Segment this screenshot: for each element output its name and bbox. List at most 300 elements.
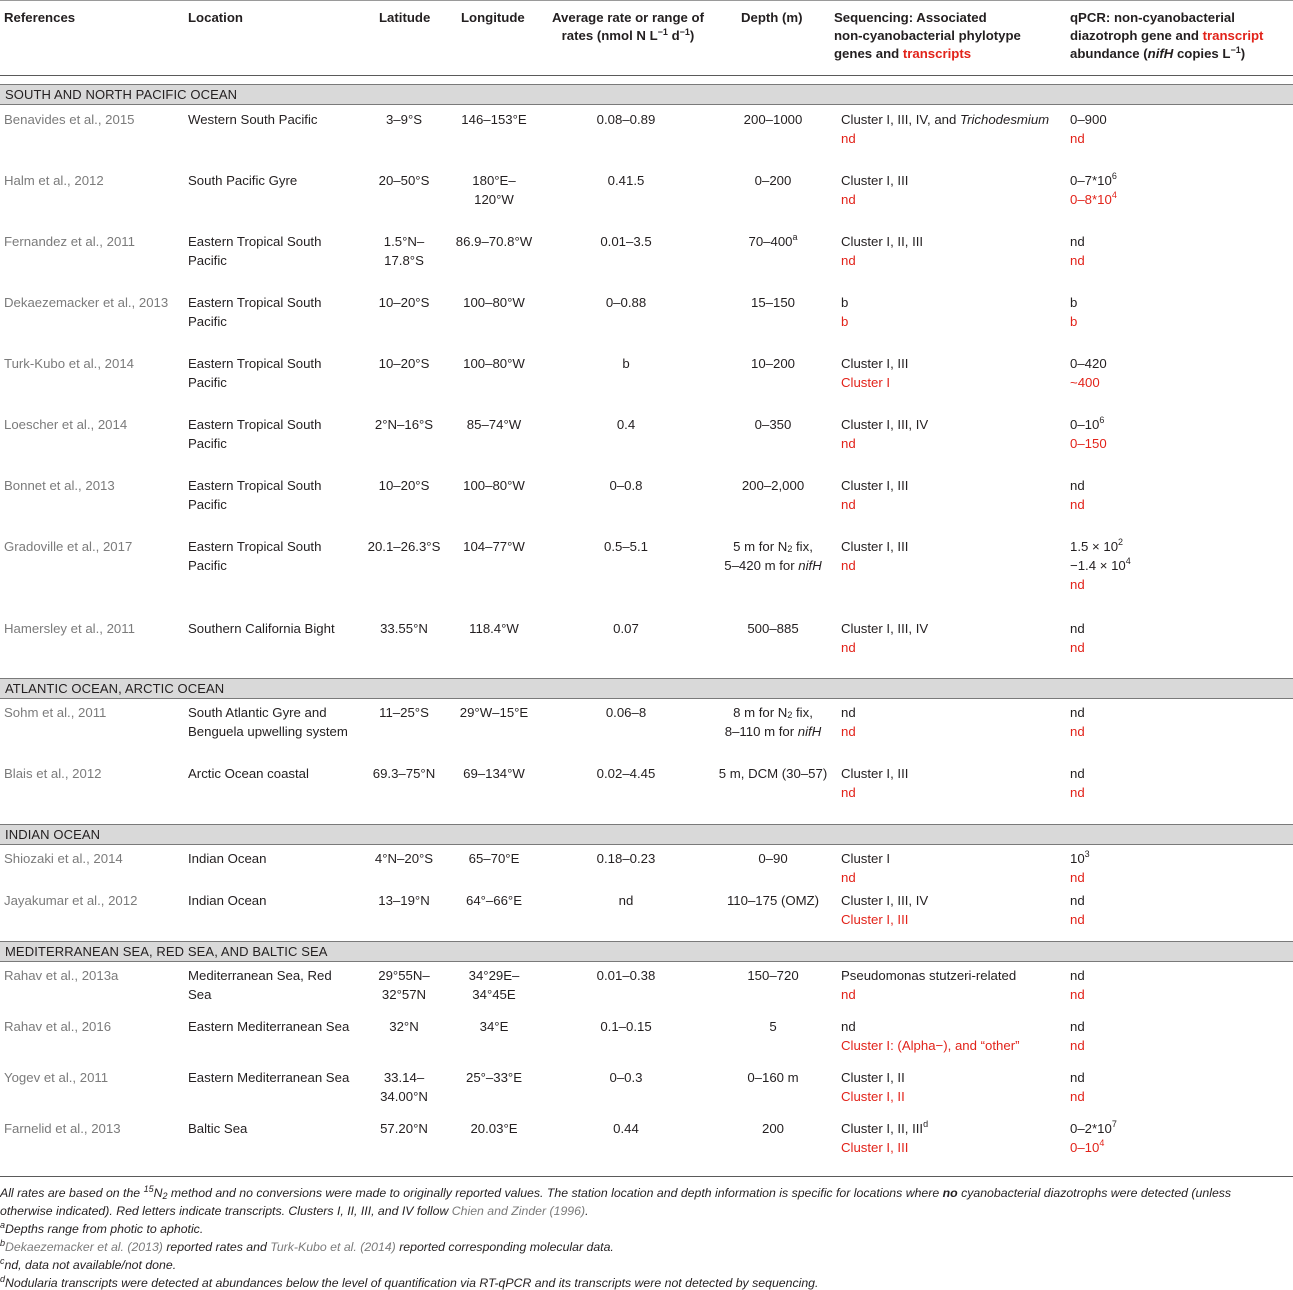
qpcr-transcript-value: nd (1070, 1089, 1085, 1104)
qpcr-transcript (1070, 575, 1290, 594)
reference-link[interactable]: Dekaezemacker et al., 2013 (4, 295, 169, 310)
footnote-c (0, 1256, 1293, 1274)
depth-cell (718, 537, 828, 575)
qpcr-transcript-value: nd (1070, 870, 1085, 885)
depth-gene: nifH (798, 558, 822, 573)
qpcr-gene-value: 0–2*10 (1070, 1121, 1112, 1136)
location-line: Eastern Tropical South (188, 539, 322, 554)
qpcr-gene-value: nd (1070, 705, 1085, 720)
qpcr-transcript-value: nd (1070, 577, 1085, 592)
latitude-cell (350, 703, 458, 722)
latitude-cell (350, 537, 458, 556)
qpcr-gene-value: 0–900 (1070, 112, 1107, 127)
qpcr-transcript (1070, 1087, 1290, 1106)
qpcr-exponent: 6 (1099, 415, 1105, 425)
latitude-line: 2°N–16°S (374, 417, 434, 432)
depth-cell (718, 1017, 828, 1036)
location-line: Pacific (188, 436, 227, 451)
longitude-line: 100–80°W (463, 478, 525, 493)
latitude-line: 32°57N (381, 987, 427, 1002)
qpcr-transcript-value: b (1070, 314, 1078, 329)
sequencing-gene-value: Cluster I, II (841, 1070, 905, 1085)
rate-cell: 0.01–0.38 (596, 968, 656, 983)
depth-value: 200 (761, 1121, 784, 1136)
qpcr-gene-value: nd (1070, 893, 1085, 908)
qpcr-gene-value: 0–420 (1070, 356, 1107, 371)
qpcr-exponent: 7 (1111, 1119, 1117, 1129)
rate-cell: 0–0.88 (605, 295, 647, 310)
longitude-cell (444, 619, 544, 638)
sequencing-gene-value: Cluster I, III, IV (841, 893, 929, 908)
fn-reference-link[interactable]: Turk-Kubo et al. (2014) (270, 1240, 396, 1254)
qpcr-gene-value: 1.5 × 10 (1070, 539, 1119, 554)
depth-cell (718, 703, 828, 741)
location-line: Pacific (188, 558, 227, 573)
longitude-line: 120°W (474, 192, 514, 207)
qpcr-transcript-value: nd (1070, 253, 1085, 268)
qpcr-gene-value: 10 (1070, 851, 1085, 866)
depth-value: 110–175 (OMZ) (726, 893, 820, 908)
latitude-line: 10–20°S (378, 478, 430, 493)
qpcr-gene (1070, 1017, 1290, 1036)
rate-unit-c: ) (689, 28, 695, 43)
sequencing-genes (841, 354, 1063, 373)
qpcr-transcript-value: 0–10 (1070, 1140, 1100, 1155)
location-cell (188, 619, 358, 638)
fn-reference-link[interactable]: Chien and Zinder (1996) (451, 1204, 586, 1218)
section-title: INDIAN OCEAN (5, 827, 101, 842)
sequencing-transcripts: nd (841, 436, 856, 451)
qpcr-transcript (1070, 638, 1290, 657)
latitude-cell (350, 354, 458, 373)
table-header (0, 0, 1293, 76)
depth-value: 500–885 (747, 621, 799, 636)
qpcr-exponent: 2 (1118, 537, 1124, 547)
latitude-line: 10–20°S (378, 356, 430, 371)
qpcr-gene-value: b (1070, 295, 1078, 310)
latitude-cell (350, 293, 458, 312)
depth-value: 8 m for N (733, 705, 788, 720)
sequencing-transcripts: nd (841, 987, 856, 1002)
qpcr-transcript-value: nd (1070, 912, 1085, 927)
longitude-line: 25°–33°E (465, 1070, 522, 1085)
reference-link[interactable]: Bonnet et al., 2013 (4, 478, 115, 493)
longitude-cell (444, 110, 544, 129)
qpcr-transcript-value: nd (1070, 131, 1085, 146)
location-line: Eastern Mediterranean Sea (188, 1019, 350, 1034)
longitude-line: 29°W–15°E (459, 705, 529, 720)
reference-link[interactable]: Shiozaki et al., 2014 (4, 851, 123, 866)
depth-line (718, 764, 828, 783)
rate-cell: b (622, 356, 630, 371)
longitude-cell (444, 1119, 544, 1138)
header-depth: Depth (m) (741, 10, 803, 25)
location-cell (188, 110, 358, 129)
location-cell (188, 1119, 358, 1138)
location-line: Pacific (188, 375, 227, 390)
sequencing-cell (841, 1017, 1063, 1055)
sequencing-transcripts: nd (841, 724, 856, 739)
longitude-cell (444, 537, 544, 556)
header-q-sup: −1 (1230, 45, 1241, 55)
header-location: Location (188, 10, 243, 25)
location-line: Indian Ocean (188, 851, 267, 866)
header-q-line1: qPCR: non-cyanobacterial (1070, 10, 1235, 25)
sequencing-gene-value: Cluster I, III (841, 356, 909, 371)
qpcr-transcript-value: nd (1070, 1038, 1085, 1053)
depth-line (718, 537, 828, 556)
reference-link[interactable]: Yogev et al., 2011 (4, 1070, 109, 1085)
header-q-line3 (1070, 45, 1263, 63)
qpcr-transcript-value: nd (1070, 785, 1085, 800)
location-cell (188, 1017, 358, 1036)
latitude-line: 20–50°S (378, 173, 430, 188)
longitude-line: 146–153°E (461, 112, 527, 127)
sequencing-genes (841, 171, 1063, 190)
latitude-cell (350, 476, 458, 495)
location-line: South Pacific Gyre (188, 173, 298, 188)
latitude-cell (350, 1068, 458, 1106)
sequencing-cell (841, 966, 1063, 1004)
location-line: Eastern Mediterranean Sea (188, 1070, 350, 1085)
depth-line (718, 1068, 828, 1087)
qpcr-transcript (1070, 434, 1290, 453)
location-line: Eastern Tropical South (188, 234, 322, 249)
depth-cell (718, 110, 828, 129)
rate-cell: 0.44 (613, 1121, 639, 1136)
depth-value: 8–110 m for (724, 724, 798, 739)
sequencing-cell (841, 110, 1063, 148)
latitude-line: 20.1–26.3°S (367, 539, 441, 554)
rate-cell: 0.01–3.5 (600, 234, 652, 249)
header-q-abund: abundance ( (1070, 46, 1148, 61)
sequencing-cell (841, 849, 1063, 887)
section-title: MEDITERRANEAN SEA, RED SEA, AND BALTIC SEA (5, 944, 328, 959)
location-line: South Atlantic Gyre and (188, 705, 327, 720)
latitude-line: 34.00°N (380, 1089, 428, 1104)
qpcr-cell (1070, 764, 1290, 802)
location-cell (188, 476, 358, 514)
qpcr-transcript (1070, 868, 1290, 887)
sequencing-cell (841, 232, 1063, 270)
location-line: Benguela upwelling system (188, 724, 348, 739)
qpcr-cell (1070, 1017, 1290, 1055)
reference-link[interactable]: Farnelid et al., 2013 (4, 1121, 121, 1136)
latitude-cell (350, 1119, 458, 1138)
depth-cell (718, 232, 828, 251)
depth-value: 5 m, DCM (30–57) (718, 766, 828, 781)
depth-cell (718, 1068, 828, 1087)
qpcr-transcript-value: ~400 (1070, 375, 1100, 390)
reference-link[interactable]: Rahav et al., 2016 (4, 1019, 112, 1034)
qpcr-gene (1070, 415, 1290, 434)
longitude-line: 69–134°W (463, 766, 525, 781)
sequencing-genes (841, 415, 1063, 434)
depth-value: 10–200 (750, 356, 795, 371)
qpcr-transcript-value: 0–8*10 (1070, 192, 1112, 207)
qpcr-gene (1070, 619, 1290, 638)
latitude-line: 4°N–20°S (374, 851, 434, 866)
sequencing-transcripts: nd (841, 558, 856, 573)
header-references: References (4, 10, 76, 25)
header-q-gene: diazotroph gene and (1070, 28, 1203, 43)
qpcr-transcript (1070, 251, 1290, 270)
longitude-cell (444, 891, 544, 910)
sequencing-genes (841, 891, 1063, 910)
sequencing-transcripts: Cluster I: (Alpha−), and “other” (841, 1038, 1020, 1053)
sequencing-gene-value: Pseudomonas stutzeri-related (841, 968, 1017, 983)
depth-value: 150–720 (747, 968, 799, 983)
depth-line (718, 556, 828, 575)
depth-value: 15–150 (750, 295, 795, 310)
location-line: Southern California Bight (188, 621, 335, 636)
reference-link[interactable]: Benavides et al., 2015 (4, 112, 135, 127)
depth-value: fix, (792, 705, 813, 720)
longitude-line: 34°29E– (468, 968, 520, 983)
depth-cell (718, 171, 828, 190)
depth-cell (718, 764, 828, 783)
header-latitude: Latitude (379, 10, 431, 25)
sequencing-gene-value: Cluster I (841, 851, 891, 866)
qpcr-cell (1070, 1119, 1290, 1157)
reference-link[interactable]: Blais et al., 2012 (4, 766, 102, 781)
depth-line (718, 171, 828, 190)
depth-value: 0–350 (754, 417, 792, 432)
qpcr-exponent: 3 (1084, 849, 1090, 859)
rate-cell: nd (618, 893, 634, 908)
qpcr-gene (1070, 966, 1290, 985)
sequencing-cell (841, 171, 1063, 209)
section-mediterranean (0, 941, 1293, 962)
longitude-cell (444, 764, 544, 783)
rate-unit-sup1: −1 (657, 27, 668, 37)
qpcr-transcript (1070, 190, 1290, 209)
qpcr-cell (1070, 415, 1290, 453)
sequencing-genes (841, 1119, 1063, 1138)
latitude-line: 33.55°N (380, 621, 428, 636)
sequencing-gene-value: Cluster I, III, IV (841, 417, 929, 432)
qpcr-cell (1070, 171, 1290, 209)
qpcr-transcript (1070, 910, 1290, 929)
location-cell (188, 232, 358, 270)
reference-link[interactable]: Jayakumar et al., 2012 (4, 893, 138, 908)
footnote-general-2 (0, 1202, 1293, 1220)
sequencing-cell (841, 764, 1063, 802)
sequencing-cell (841, 703, 1063, 741)
latitude-line: 69.3–75°N (372, 766, 436, 781)
qpcr-cell (1070, 619, 1290, 657)
qpcr-gene-value: nd (1070, 766, 1085, 781)
depth-footnote-mark: a (792, 232, 798, 242)
latitude-cell (350, 619, 458, 638)
sequencing-gene-value: b (841, 295, 849, 310)
location-line: Eastern Tropical South (188, 356, 322, 371)
reference-link[interactable]: Gradoville et al., 2017 (4, 539, 133, 554)
qpcr-gene-value: 0–10 (1070, 417, 1100, 432)
sequencing-genes (841, 537, 1063, 556)
location-cell (188, 764, 358, 783)
rate-cell: 0.02–4.45 (596, 766, 656, 781)
rate-cell: 0.1–0.15 (600, 1019, 652, 1034)
section-title: SOUTH AND NORTH PACIFIC OCEAN (5, 87, 238, 102)
qpcr-transcript (1070, 783, 1290, 802)
sequencing-transcripts: nd (841, 497, 856, 512)
reference-link[interactable]: Fernandez et al., 2011 (4, 234, 135, 249)
reference-link[interactable]: Halm et al., 2012 (4, 173, 104, 188)
depth-line (718, 849, 828, 868)
longitude-line: 34°45E (472, 987, 516, 1002)
depth-line (718, 232, 828, 251)
location-cell (188, 354, 358, 392)
latitude-cell (350, 891, 458, 910)
sequencing-gene-value: Cluster I, II, III (841, 1121, 924, 1136)
sequencing-transcripts: Cluster I, III (841, 1140, 909, 1155)
section-title: ATLANTIC OCEAN, ARCTIC OCEAN (5, 681, 225, 696)
qpcr-gene-value: 0–7*10 (1070, 173, 1112, 188)
sequencing-transcripts: Cluster I (841, 375, 891, 390)
latitude-cell (350, 764, 458, 783)
header-rate (546, 9, 710, 45)
qpcr-gene (1070, 293, 1290, 312)
location-line: Pacific (188, 314, 227, 329)
longitude-line: 100–80°W (463, 356, 525, 371)
fn-text: nd, data not available/not done. (4, 1258, 177, 1272)
longitude-cell (444, 1068, 544, 1087)
sequencing-genes (841, 849, 1063, 868)
header-q-close: ) (1240, 46, 1246, 61)
qpcr-gene-value: nd (1070, 1019, 1085, 1034)
location-line: Arctic Ocean coastal (188, 766, 309, 781)
sequencing-gene-value: Cluster I, III (841, 766, 909, 781)
location-line: Eastern Tropical South (188, 478, 322, 493)
depth-line (718, 619, 828, 638)
sequencing-gene-value: Cluster I, III, IV, and (841, 112, 960, 127)
location-line: Sea (188, 987, 212, 1002)
qpcr-gene (1070, 1119, 1290, 1138)
sequencing-gene-value: nd (841, 1019, 856, 1034)
sequencing-cell (841, 293, 1063, 331)
latitude-line: 10–20°S (378, 295, 430, 310)
rate-cell: 0.08–0.89 (596, 112, 656, 127)
qpcr-cell (1070, 476, 1290, 514)
sequencing-genes (841, 764, 1063, 783)
depth-cell (718, 354, 828, 373)
reference-link[interactable]: Hamersley et al., 2011 (4, 621, 135, 636)
longitude-cell (444, 1017, 544, 1036)
location-line: Mediterranean Sea, Red (188, 968, 332, 983)
sequencing-cell (841, 415, 1063, 453)
fn-mark: c (0, 1256, 5, 1266)
qpcr-cell (1070, 966, 1290, 1004)
qpcr-cell (1070, 849, 1290, 887)
depth-gene: nifH (797, 724, 822, 739)
depth-line (718, 354, 828, 373)
longitude-cell (444, 171, 544, 209)
fn-mark: b (0, 1238, 6, 1248)
latitude-line: 29°55N– (378, 968, 430, 983)
location-cell (188, 537, 358, 575)
reference-link[interactable]: Loescher et al., 2014 (4, 417, 128, 432)
header-q-nifh: nifH (1147, 46, 1174, 61)
fn-bold: no (942, 1186, 958, 1200)
sequencing-gene-value: Cluster I, III (841, 173, 909, 188)
qpcr-exponent: 4 (1111, 190, 1117, 200)
sequencing-footnote-mark: d (923, 1119, 929, 1129)
sequencing-genes (841, 1068, 1063, 1087)
fn-text: . (585, 1204, 589, 1218)
reference-link[interactable]: Rahav et al., 2013a (4, 968, 119, 983)
depth-line (718, 415, 828, 434)
qpcr-gene-value: nd (1070, 621, 1085, 636)
sequencing-genes (841, 476, 1063, 495)
location-cell (188, 703, 358, 741)
header-seq-genes: genes and (834, 46, 903, 61)
longitude-line: 86.9–70.8°W (455, 234, 533, 249)
depth-line (718, 110, 828, 129)
fn-text: Depths range from photic to aphotic. (5, 1222, 204, 1236)
longitude-cell (444, 966, 544, 1004)
header-rate-line2 (546, 27, 710, 45)
header-q-line2 (1070, 27, 1263, 45)
header-seq-line2: non-cyanobacterial phylotype (834, 28, 1021, 43)
qpcr-gene (1070, 556, 1290, 575)
longitude-line: 20.03°E (470, 1121, 518, 1136)
qpcr-transcript (1070, 312, 1290, 331)
fn-text: reported rates and (162, 1240, 271, 1254)
fn-reference-link[interactable]: Dekaezemacker et al. (2013) (5, 1240, 163, 1254)
qpcr-gene (1070, 891, 1290, 910)
qpcr-gene (1070, 232, 1290, 251)
fn-text: Nodularia transcripts were detected at abundances below the level of quantification via RT-qPCR and its transcripts were not detected by sequencing. (5, 1276, 819, 1290)
depth-cell (718, 619, 828, 638)
latitude-line: 1.5°N– (383, 234, 425, 249)
qpcr-transcript-value: 0–150 (1070, 436, 1107, 451)
latitude-cell (350, 110, 458, 129)
rate-unit-b: d (667, 28, 680, 43)
location-cell (188, 171, 358, 190)
header-sequencing (834, 9, 1021, 63)
depth-subscript: 2 (787, 544, 793, 554)
depth-cell (718, 849, 828, 868)
footnote-d (0, 1274, 1293, 1290)
depth-value: fix, (792, 539, 813, 554)
qpcr-transcript (1070, 129, 1290, 148)
latitude-line: 33.14– (383, 1070, 425, 1085)
location-line: Pacific (188, 253, 227, 268)
footnote-general-1 (0, 1184, 1293, 1202)
section-atlantic (0, 678, 1293, 699)
depth-cell (718, 415, 828, 434)
qpcr-gene (1070, 171, 1290, 190)
latitude-line: 17.8°S (384, 253, 424, 268)
rate-unit-a: rates (nmol N L (561, 28, 658, 43)
latitude-cell (350, 415, 458, 434)
sequencing-gene-value: Cluster I, II, III (841, 234, 924, 249)
depth-value: 5–420 m for (724, 558, 799, 573)
reference-link[interactable]: Sohm et al., 2011 (4, 705, 107, 720)
location-cell (188, 415, 358, 453)
sequencing-genes (841, 1017, 1063, 1036)
depth-cell (718, 476, 828, 495)
depth-value: 0–200 (754, 173, 792, 188)
depth-cell (718, 966, 828, 985)
qpcr-exponent: 4 (1099, 1138, 1105, 1148)
latitude-line: 32°N (389, 1019, 419, 1034)
rate-cell: 0.5–5.1 (604, 539, 648, 554)
reference-link[interactable]: Turk-Kubo et al., 2014 (4, 356, 134, 371)
sequencing-cell (841, 1068, 1063, 1106)
qpcr-cell (1070, 110, 1290, 148)
